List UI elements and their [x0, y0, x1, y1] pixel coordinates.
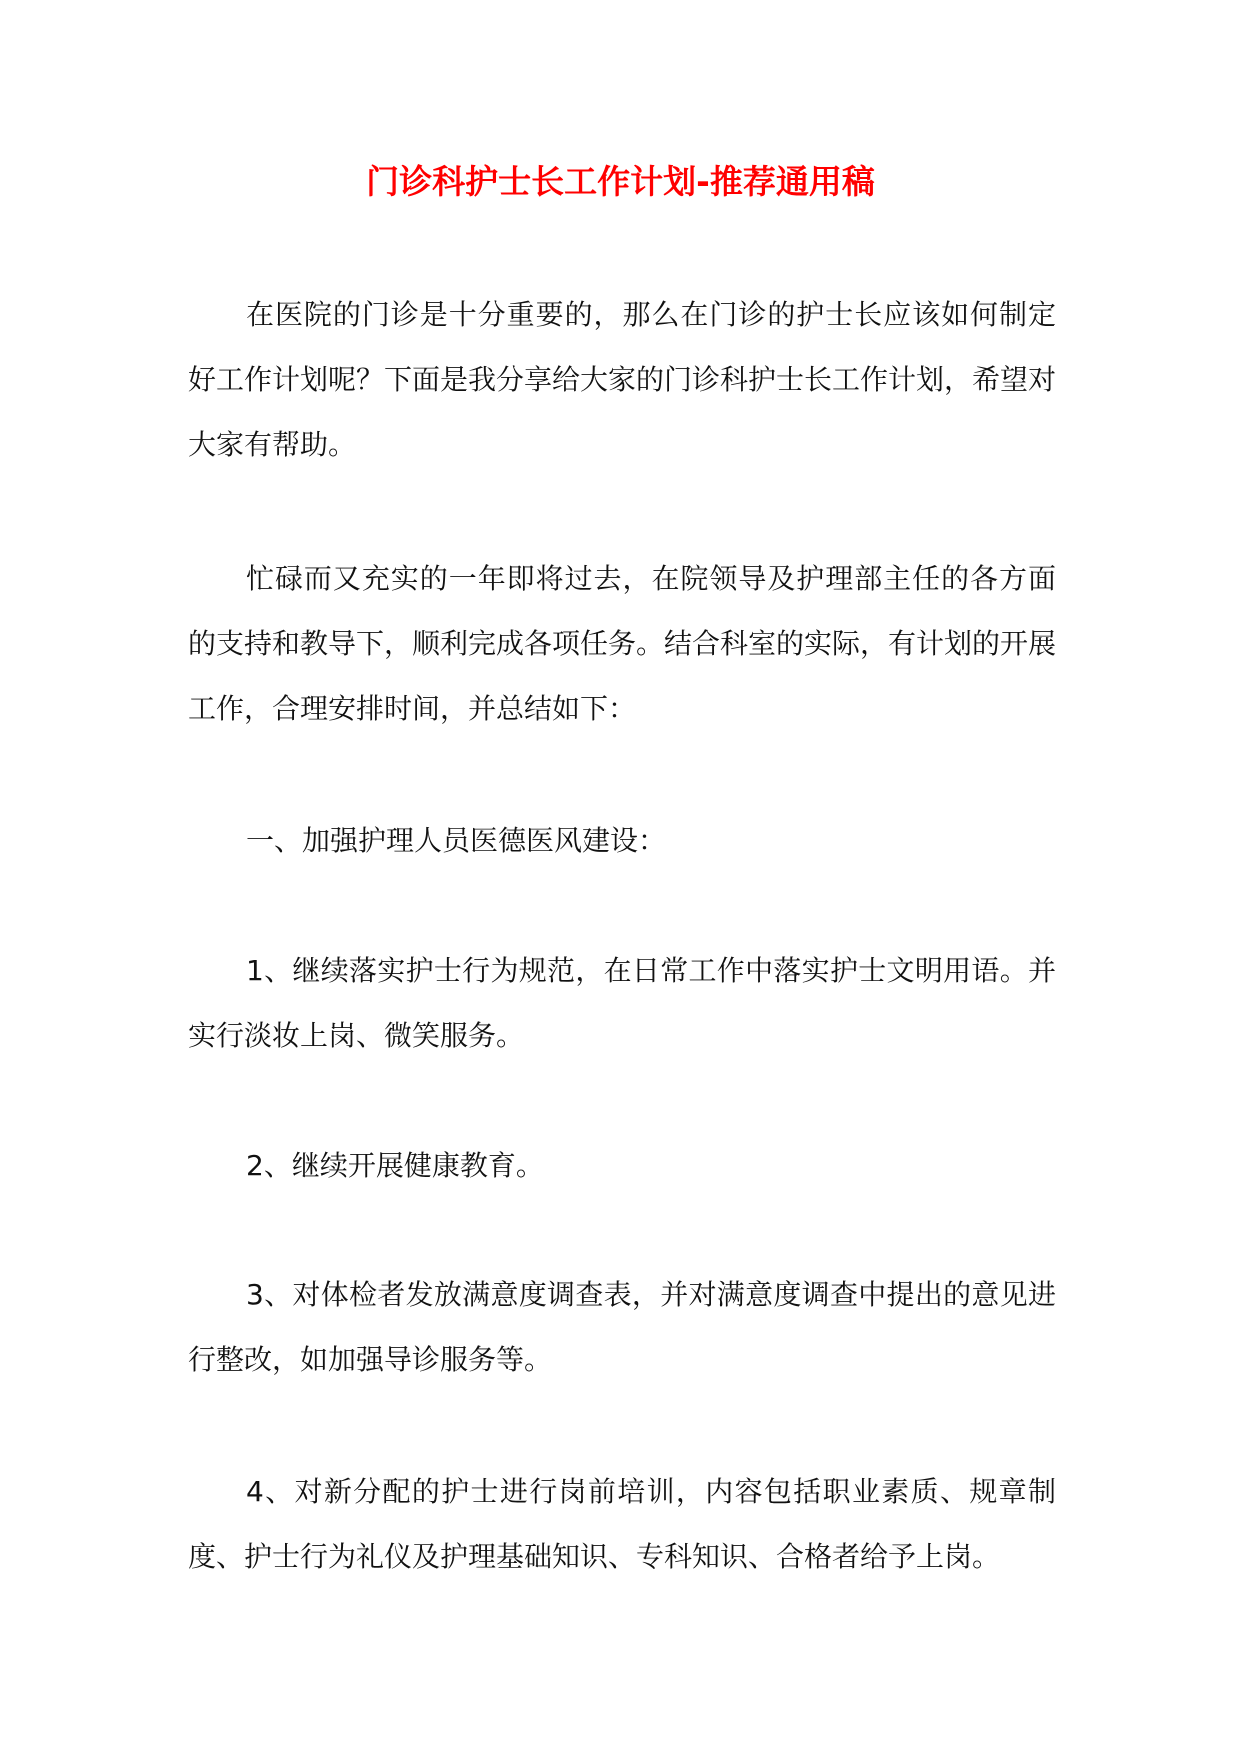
paragraph-intro: 在医院的门诊是十分重要的，那么在门诊的护士长应该如何制定好工作计划呢？下面是我分享给大家的门诊科护士长工作计划，希望对大家有帮助。 — [188, 298, 1057, 461]
paragraph-summary: 忙碌而又充实的一年即将过去，在院领导及护理部主任的各方面的支持和教导下，顺利完成各项任务。结合科室的实际，有计划的开展工作，合理安排时间，并总结如下： — [188, 562, 1057, 725]
list-item-1: 1、继续落实护士行为规范，在日常工作中落实护士文明用语。并实行淡妆上岗、微笑服务。 — [188, 954, 1056, 1052]
section-heading-1: 一、加强护理人员医德医风建设： — [246, 824, 667, 857]
list-item-2: 2、继续开展健康教育。 — [246, 1149, 544, 1182]
list-item-3: 3、对体检者发放满意度调查表，并对满意度调查中提出的意见进行整改，如加强导诊服务等。 — [188, 1278, 1056, 1376]
list-item-4: 4、对新分配的护士进行岗前培训，内容包括职业素质、规章制度、护士行为礼仪及护理基础知识、专科知识、合格者给予上岗。 — [188, 1475, 1056, 1573]
document-title: 门诊科护士长工作计划-推荐通用稿 — [366, 162, 875, 201]
